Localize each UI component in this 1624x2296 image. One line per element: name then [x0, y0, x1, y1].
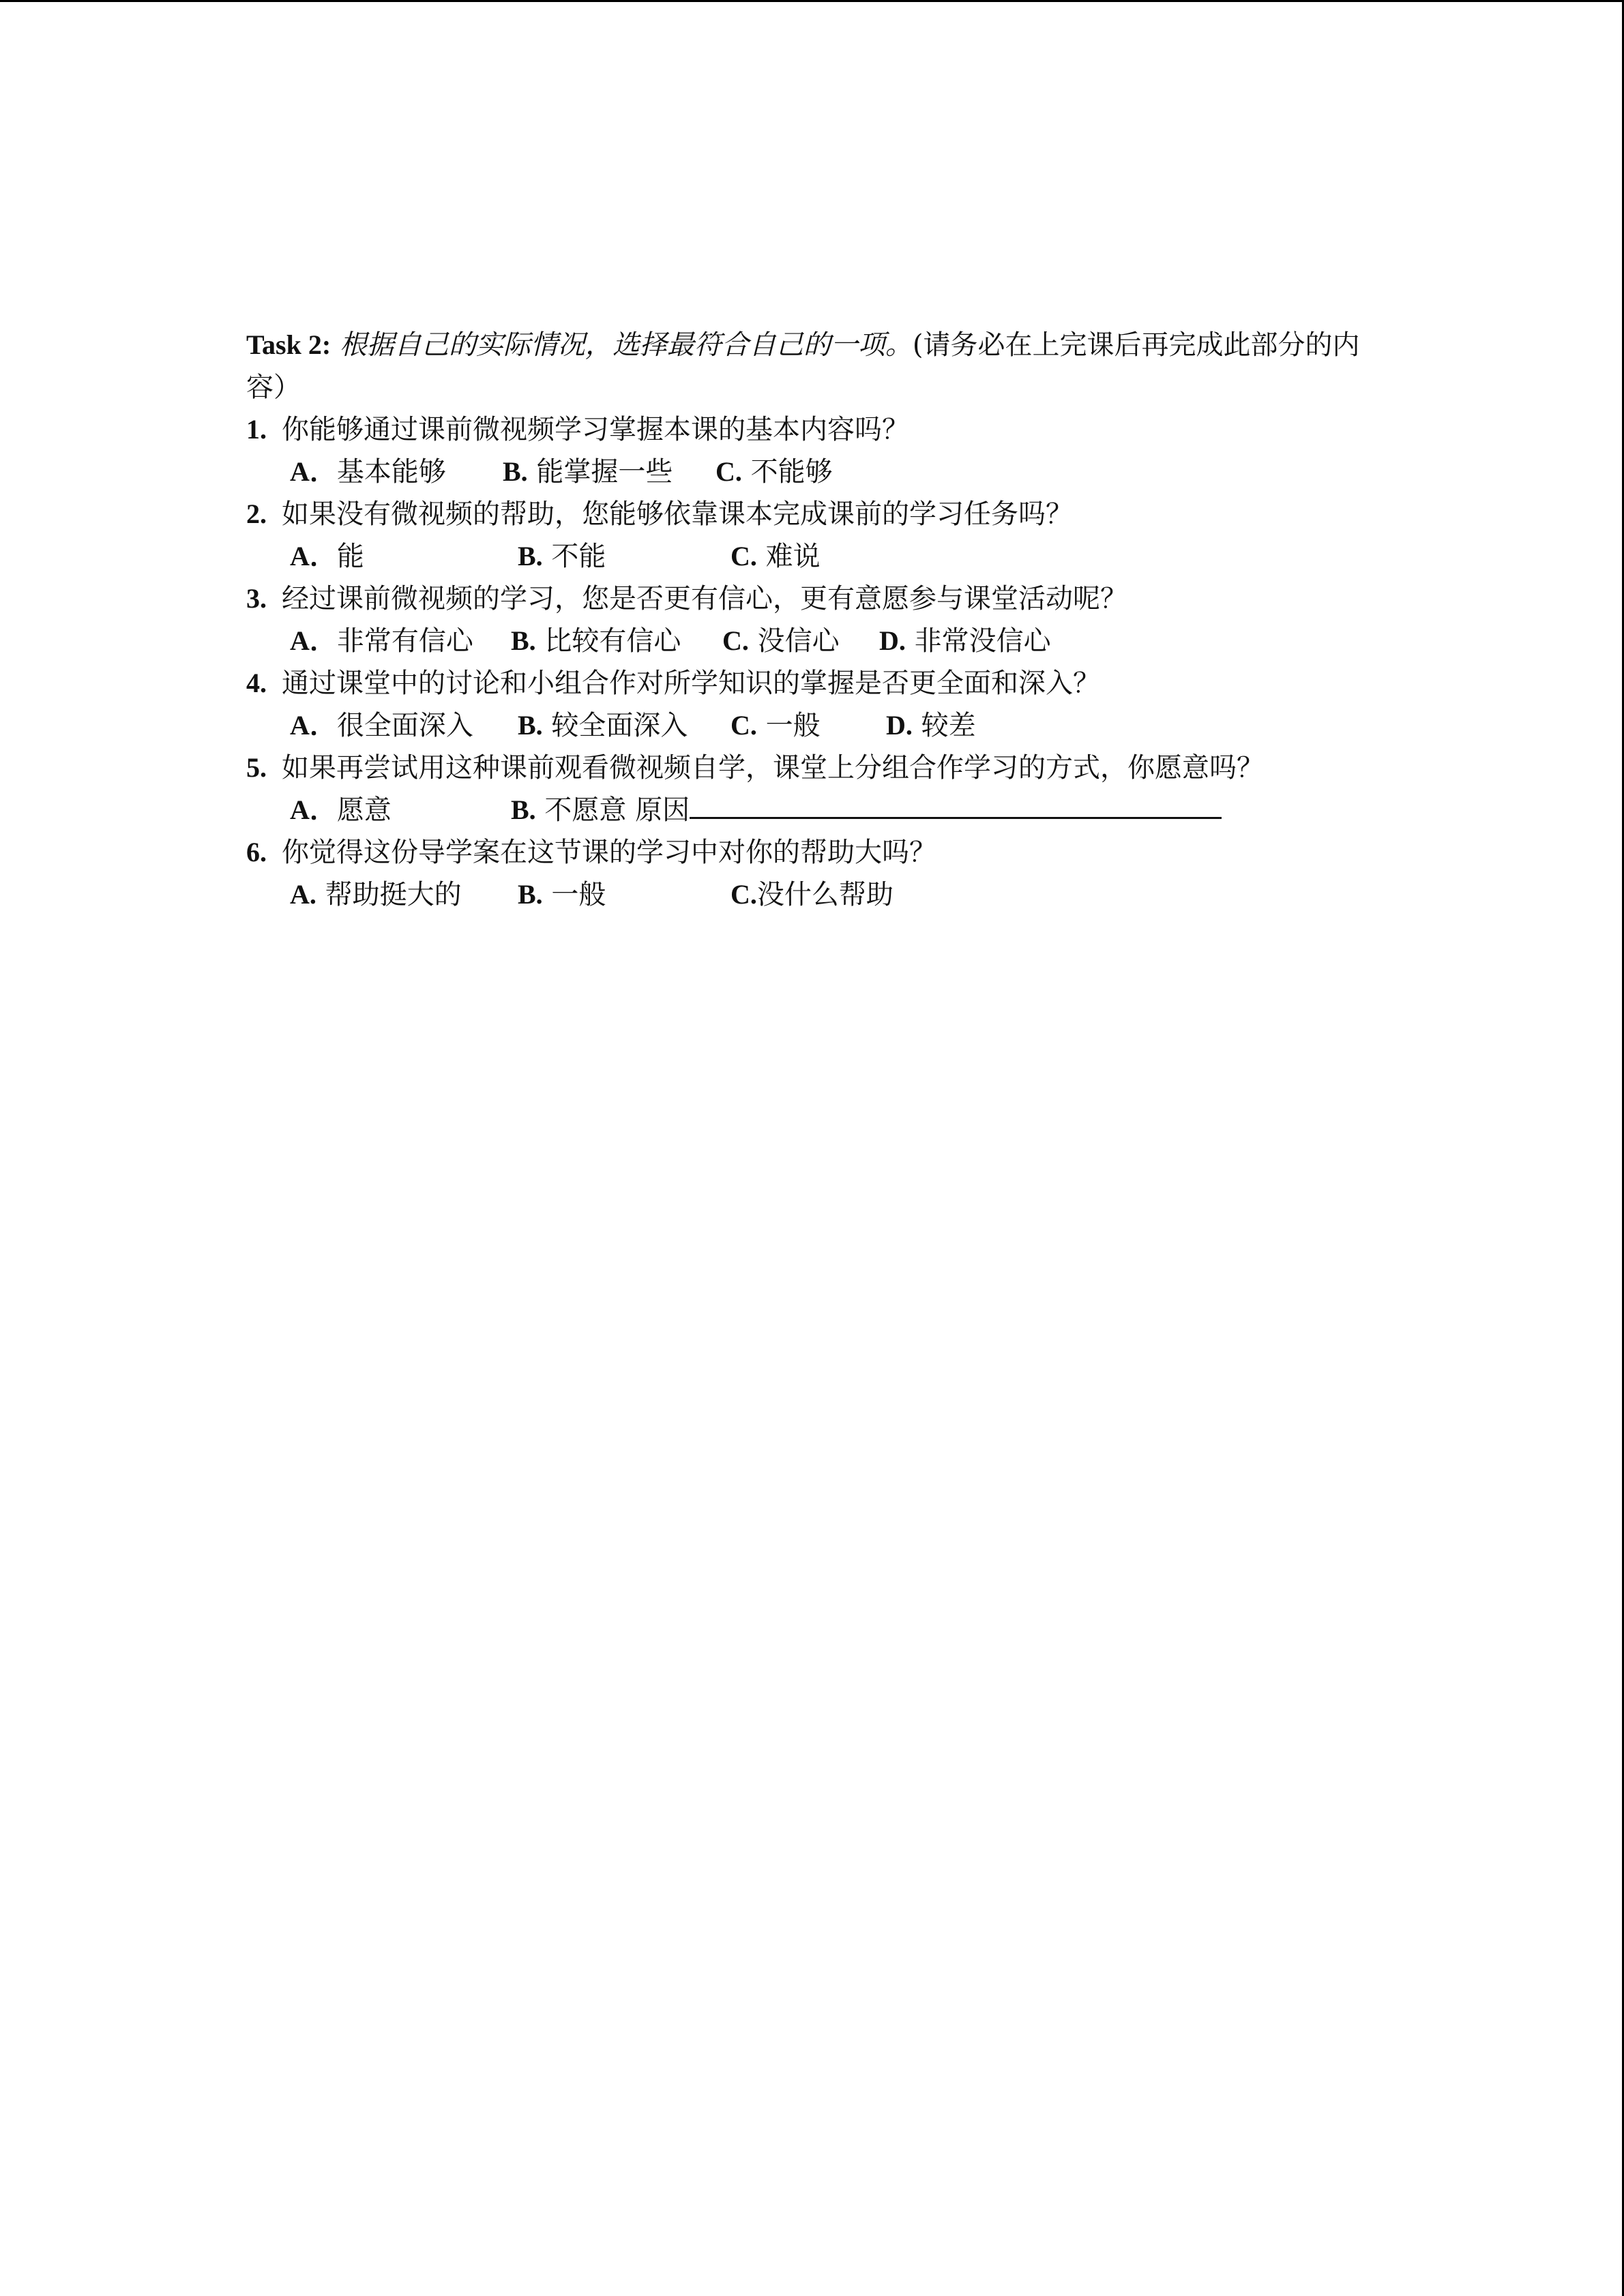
option-a[interactable] — [290, 535, 364, 578]
option-text: 非常有信心 — [336, 625, 473, 657]
option-text: 较差 — [912, 710, 976, 741]
question-1 — [246, 408, 1392, 451]
option-b[interactable] — [518, 874, 606, 916]
question-5 — [246, 747, 1392, 789]
option-c[interactable] — [715, 451, 833, 493]
option-a[interactable] — [290, 620, 473, 662]
option-a[interactable] — [290, 451, 446, 493]
option-letter: A． — [290, 625, 337, 656]
option-letter: D. — [879, 625, 906, 656]
option-letter: B. — [511, 625, 536, 656]
task-instruction: 根据自己的实际情况，选择最符合自己的一项。 — [339, 329, 913, 361]
task-note: (请务必在上完课后再完成此部分的内容） — [246, 329, 1360, 403]
option-a[interactable] — [290, 704, 473, 747]
question-text: 通过课堂中的讨论和小组合作对所学知识的掌握是否更全面和深入？ — [282, 668, 1100, 699]
option-text: 比较有信心 — [535, 625, 681, 657]
option-letter: C. — [722, 625, 749, 656]
option-letter: B. — [518, 541, 543, 571]
option-letter: D. — [886, 710, 913, 741]
option-letter: C. — [715, 456, 742, 487]
option-b[interactable] — [511, 620, 681, 662]
option-d[interactable] — [886, 704, 976, 747]
option-letter: B. — [503, 456, 528, 487]
option-letter: C. — [730, 879, 757, 910]
option-b[interactable] — [518, 535, 606, 578]
question-3-options — [246, 620, 1392, 662]
option-text: 难说 — [756, 541, 821, 572]
option-text: 帮助挺大的 — [316, 879, 462, 910]
option-letter: B. — [518, 710, 543, 741]
question-number: 4. — [246, 668, 267, 698]
option-b[interactable] — [518, 704, 688, 747]
option-a[interactable] — [290, 789, 392, 831]
task-heading — [246, 324, 1392, 408]
question-6-options — [246, 874, 1392, 916]
option-text: 不能 — [542, 541, 606, 572]
question-text: 如果没有微视频的帮助，您能够依靠课本完成课前的学习任务吗？ — [282, 498, 1073, 530]
task-label: Task 2: — [246, 329, 331, 360]
question-1-options — [246, 451, 1392, 493]
option-a[interactable] — [290, 874, 462, 916]
option-letter: A． — [290, 710, 337, 741]
question-2 — [246, 493, 1392, 535]
option-c[interactable] — [722, 620, 840, 662]
question-number: 1. — [246, 414, 267, 445]
question-2-options — [246, 535, 1392, 578]
question-4-options — [246, 704, 1392, 747]
option-text: 能掌握一些 — [527, 456, 673, 488]
option-letter: C. — [730, 710, 757, 741]
option-letter: B. — [511, 794, 536, 825]
option-text: 非常没信心 — [905, 625, 1051, 657]
option-d[interactable] — [879, 620, 1051, 662]
question-3 — [246, 578, 1392, 620]
option-text: 一般 — [542, 879, 606, 910]
option-letter: B. — [518, 879, 543, 910]
question-number: 2. — [246, 498, 267, 529]
option-text: 没信心 — [748, 625, 840, 657]
option-letter: A． — [290, 456, 337, 487]
option-c[interactable] — [730, 874, 894, 916]
option-letter: A． — [290, 541, 337, 571]
survey-section — [246, 324, 1392, 916]
question-text: 你觉得这份导学案在这节课的学习中对你的帮助大吗？ — [282, 837, 936, 868]
option-letter: A． — [290, 794, 337, 825]
question-number: 3. — [246, 583, 267, 614]
option-text: 基本能够 — [336, 456, 446, 488]
question-6 — [246, 831, 1392, 874]
option-text: 没什么帮助 — [756, 879, 894, 910]
question-number: 5. — [246, 752, 267, 783]
option-text: 不能够 — [741, 456, 833, 488]
question-text: 经过课前微视频的学习，您是否更有信心，更有意愿参与课堂活动呢？ — [282, 583, 1127, 614]
question-text: 如果再尝试用这种课前观看微视频自学，课堂上分组合作学习的方式，你愿意吗？ — [282, 752, 1264, 784]
option-text: 较全面深入 — [542, 710, 688, 741]
option-letter: C. — [730, 541, 757, 571]
option-text: 很全面深入 — [336, 710, 473, 741]
option-text: 一般 — [756, 710, 821, 741]
option-text: 愿意 — [336, 794, 392, 826]
option-c[interactable] — [730, 535, 821, 578]
reason-blank-line[interactable] — [690, 790, 1222, 819]
question-4 — [246, 662, 1392, 704]
question-text: 你能够通过课前微视频学习掌握本课的基本内容吗？ — [282, 414, 909, 445]
option-b[interactable] — [503, 451, 673, 493]
option-letter: A. — [290, 879, 316, 910]
option-b[interactable] — [511, 789, 1222, 831]
question-number: 6. — [246, 837, 267, 867]
option-text: 不愿意 原因 — [535, 794, 690, 826]
question-5-options — [246, 789, 1392, 831]
option-c[interactable] — [730, 704, 821, 747]
option-text: 能 — [336, 541, 364, 572]
